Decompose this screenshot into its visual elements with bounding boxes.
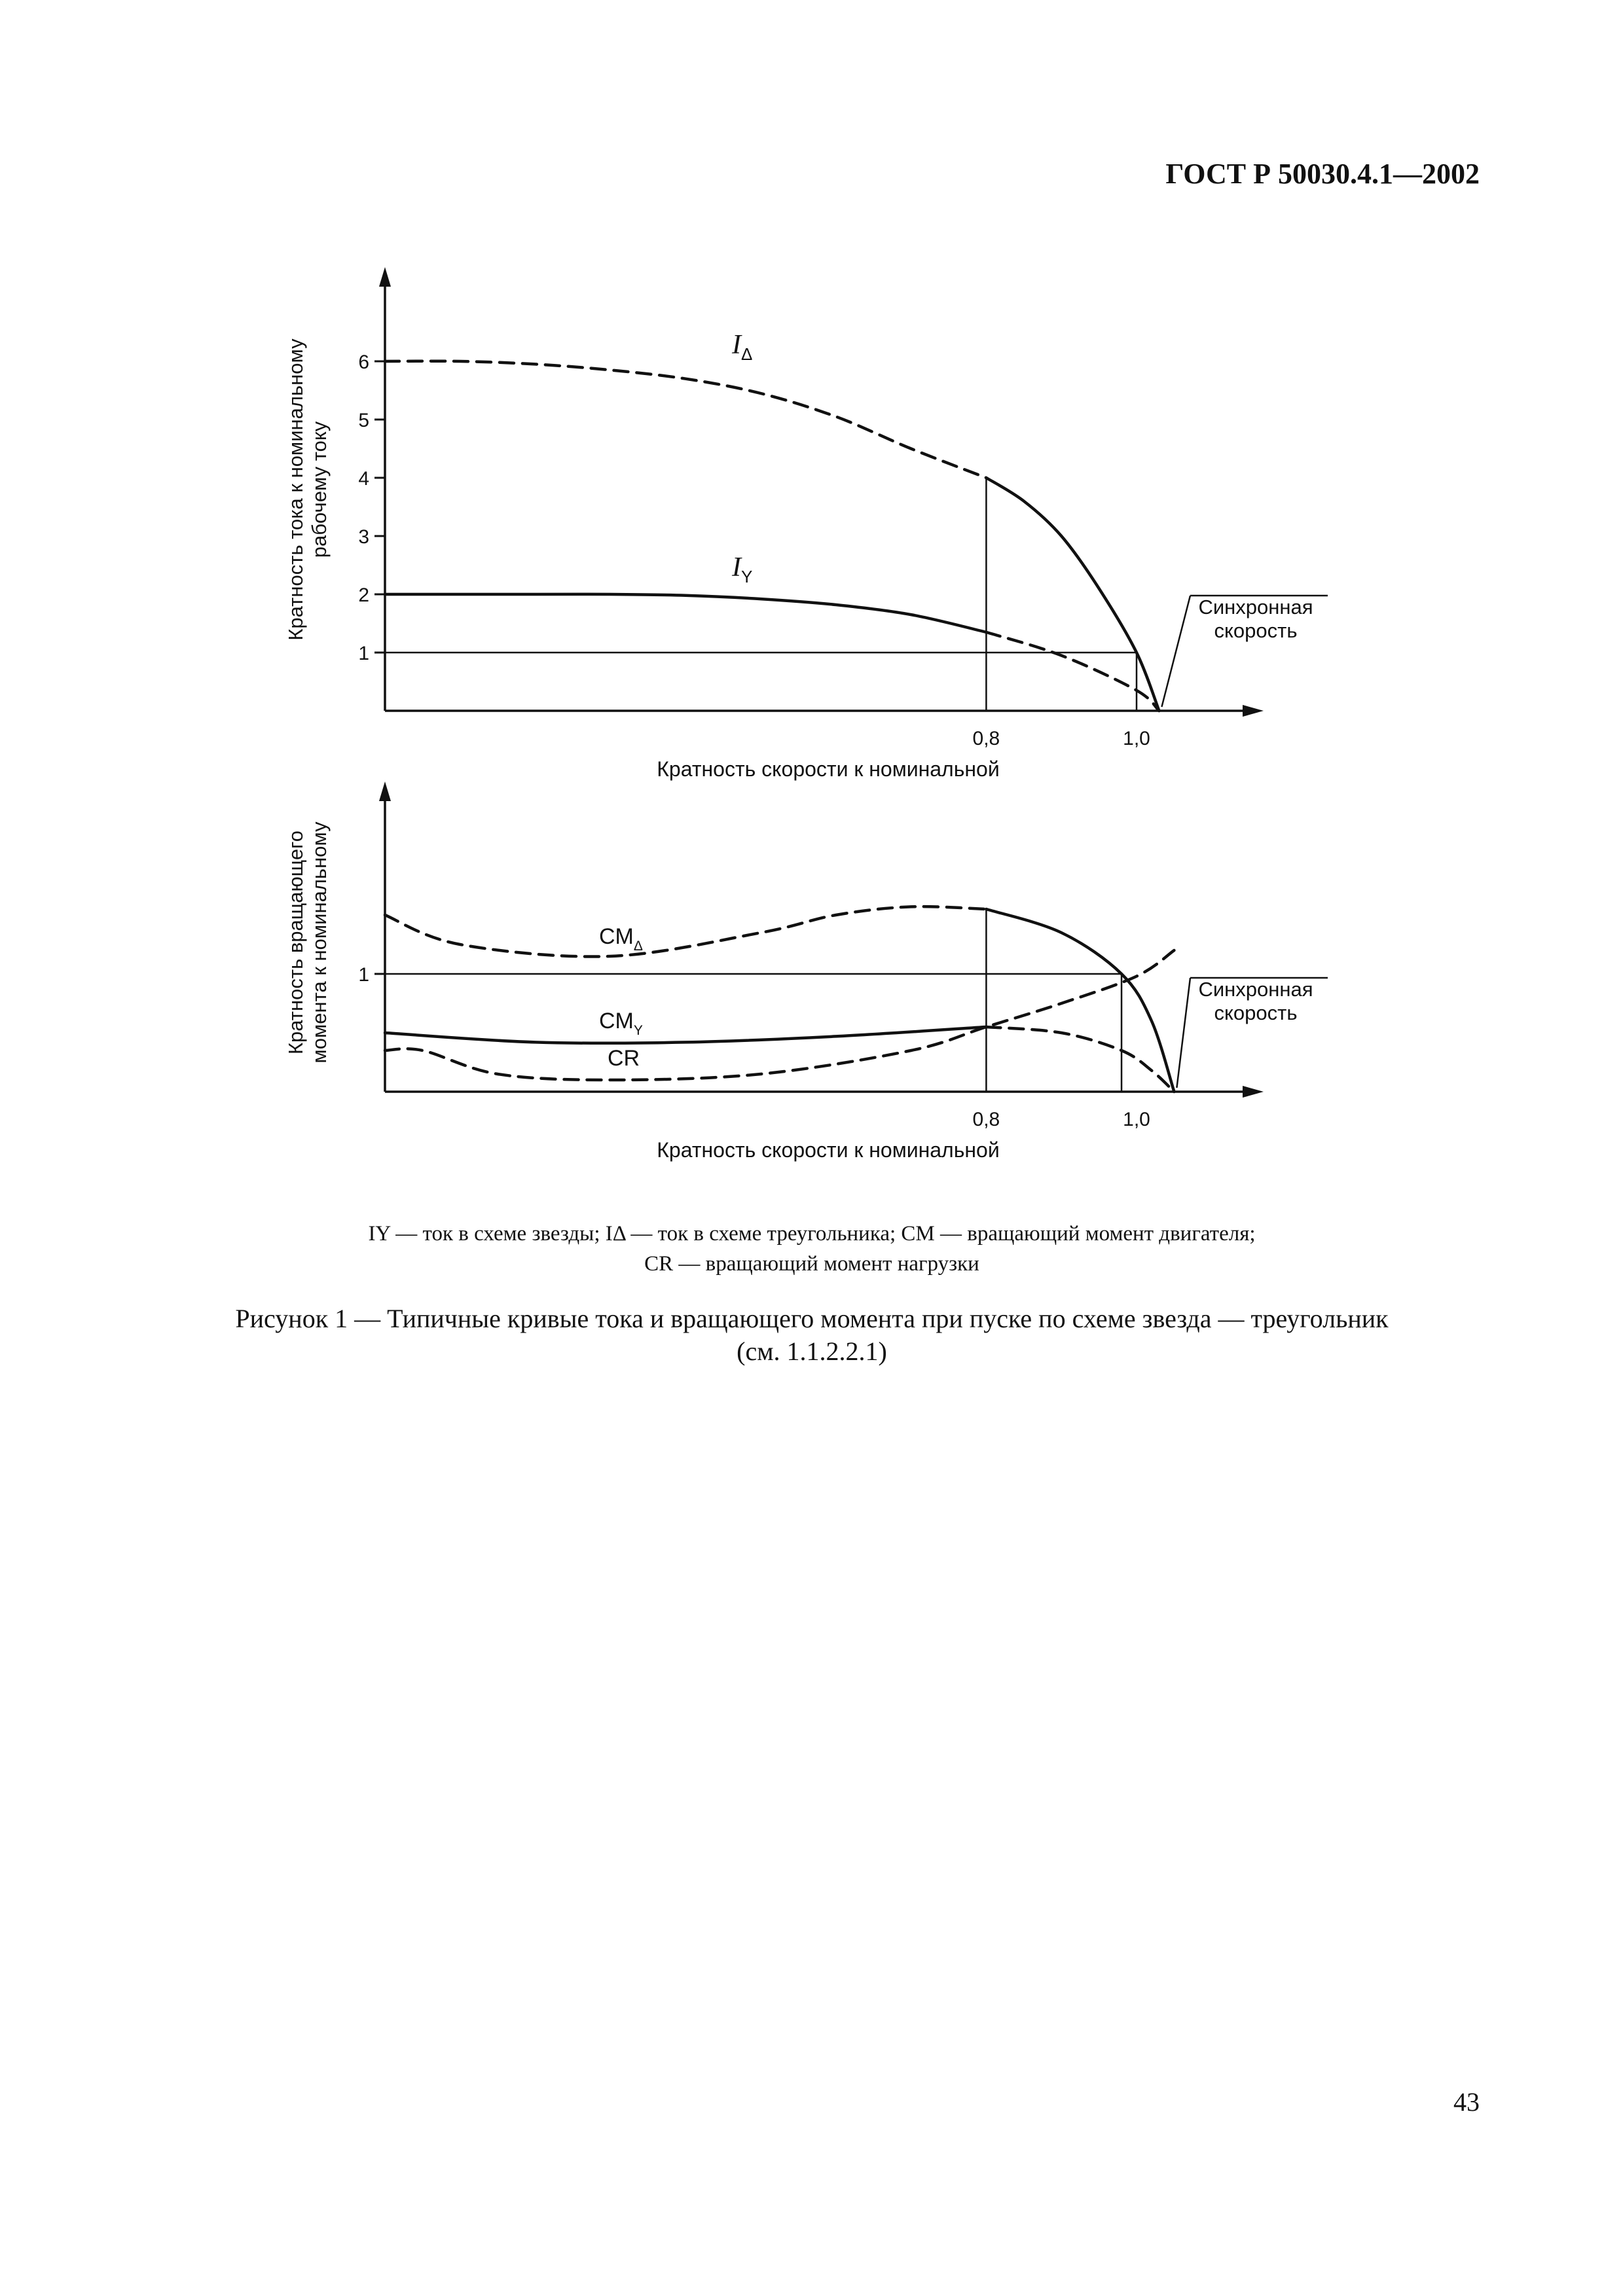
torque-chart-y-axis-arrow <box>379 781 391 801</box>
caption-line-1: Рисунок 1 — Типичные кривые тока и вращающего момента при пуске по схеме звезда — треугольник <box>235 1304 1389 1333</box>
current-sync-speed-label-line-1: Синхронная <box>1198 596 1313 619</box>
caption-line-2: (см. 1.1.2.2.1) <box>737 1336 887 1366</box>
current-sync-speed-label-leader <box>1161 596 1190 707</box>
torque-y-axis-label <box>284 821 331 1064</box>
current-y-tick-label-6: 6 <box>358 351 369 373</box>
document-id: ГОСТ Р 50030.4.1—2002 <box>1165 158 1480 190</box>
current-x-tick-label-2: 1,0 <box>1123 728 1150 749</box>
series-cm-y-label <box>599 1009 643 1038</box>
current-sync-speed-label-line-2: скорость <box>1214 619 1298 642</box>
series-cm-y-label-main: CM <box>599 1009 634 1033</box>
torque-y-axis-label-line-1: Кратность вращающего <box>284 830 307 1055</box>
current-x-tick-label-1: 0,8 <box>972 728 1000 749</box>
page-number: 43 <box>1453 2087 1480 2117</box>
current-chart-y-axis-arrow <box>379 267 391 287</box>
torque-x-tick-label-2: 1,0 <box>1123 1109 1150 1130</box>
current-y-tick-label-2: 2 <box>358 584 369 606</box>
torque-x-tick-label-1: 0,8 <box>972 1109 1000 1130</box>
series-i-delta-label-sub: Δ <box>741 344 753 364</box>
legend-line-1: IY — ток в схеме звезды; IΔ — ток в схеме треугольника; СМ — вращающий момент двигателя; <box>368 1222 1256 1246</box>
torque-y-tick-label-1: 1 <box>358 964 369 986</box>
current-y-tick-label-1: 1 <box>358 643 369 664</box>
torque-sync-speed-label-line-2: скорость <box>1214 1001 1298 1024</box>
series-cm-y-label-sub: Y <box>633 1023 643 1038</box>
series-cr-label <box>608 1046 640 1071</box>
current-x-axis-label: Кратность скорости к номинальной <box>657 757 1000 781</box>
series-cm-y-segment-2 <box>986 1027 1174 1092</box>
series-i-delta-label <box>731 330 752 364</box>
current-y-axis-label-line-1: Кратность тока к номинальному <box>284 338 307 641</box>
torque-chart-x-axis-arrow <box>1243 1086 1264 1098</box>
series-cm-y-segment-1 <box>385 1027 986 1043</box>
torque-chart <box>284 781 1328 1162</box>
series-cm-delta-label-sub: Δ <box>633 939 643 954</box>
figure-caption <box>131 1302 1493 1368</box>
torque-y-axis-label-line-2: момента к номинальному <box>308 821 331 1064</box>
current-chart <box>284 267 1328 781</box>
series-i-y-label-main: I <box>732 552 741 583</box>
series-i-delta-segment-1 <box>385 361 986 478</box>
series-i-y-segment-1 <box>385 594 986 632</box>
series-cr-label-main: CR <box>608 1046 640 1071</box>
current-y-axis-label <box>284 338 331 641</box>
torque-x-axis-label: Кратность скорости к номинальной <box>657 1138 1000 1162</box>
current-y-tick-label-3: 3 <box>358 526 369 548</box>
current-y-tick-label-5: 5 <box>358 410 369 431</box>
series-cm-delta-label-main: CM <box>599 924 634 949</box>
series-cm-delta-label <box>599 924 643 954</box>
current-y-axis-label-line-2: рабочему току <box>308 421 331 558</box>
torque-sync-speed-label-line-1: Синхронная <box>1198 978 1313 1001</box>
current-chart-x-axis-arrow <box>1243 705 1264 717</box>
series-cm-delta-segment-1 <box>385 906 986 956</box>
series-cr-segment-1 <box>385 950 1174 1080</box>
torque-sync-speed-label-leader <box>1176 978 1190 1088</box>
series-i-delta-label-main: I <box>732 330 741 360</box>
current-y-tick-label-4: 4 <box>358 468 369 490</box>
series-i-delta-segment-2 <box>986 478 1159 711</box>
legend-line-2: CR — вращающий момент нагрузки <box>644 1252 979 1276</box>
legend <box>196 1219 1427 1279</box>
series-i-y-label <box>731 552 752 586</box>
series-i-y-label-sub: Y <box>741 567 753 586</box>
